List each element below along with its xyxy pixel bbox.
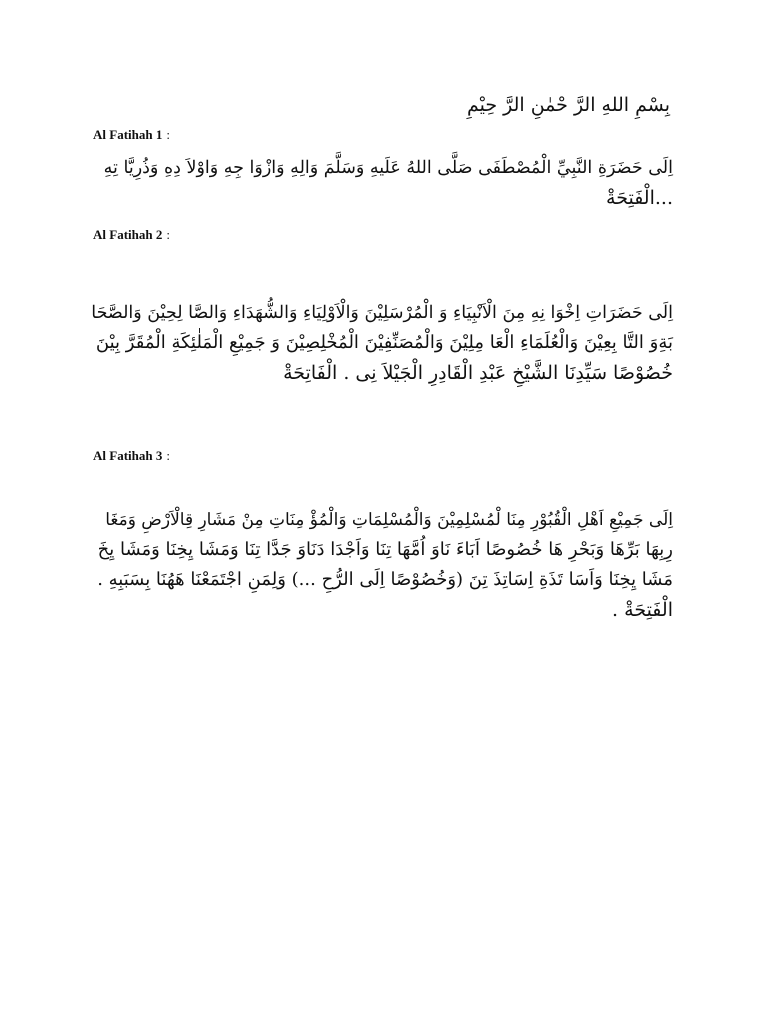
section-title-text: Al Fatihah 3 [93,448,163,463]
fatihah-1-line-2: ...الْفَتِحَةْ [606,187,673,209]
section-title-text: Al Fatihah 2 [93,227,163,242]
fatihah-1-line-1: اِلَى حَضَرَةِ النَّبِيِّ الْمُصْطَفَى صَلَّى اللهُ عَلَيهِ وَسَلَّمَ وَالِهِ وَازْوَا جِهِ وَاوْلاَ دِهِ وَذُرِيَّا تِهِ [103,158,673,178]
section-title-text: Al Fatihah 1 [93,127,163,142]
fatihah-2-line-1: اِلَى حَضَرَاتِ اِخْوَا نِهِ مِنَ الْاَنْبِيَاءِ وَ الْمُرْسَلِيْنَ وَالْاَوْلِيَاءِ وَالشُّهَدَاءِ وَالصَّا لِحِيْنَ وَالصَّحَا [91,303,673,323]
section-title-fatihah-2 [93,227,170,243]
fatihah-2-line-2: بَةِوَ التَّا بِعِيْنَ وَالْعُلَمَاءِ الْعَا مِلِيْنَ وَالْمُصَنِّفِيْنَ الْمُخْلِصِيْنَ وَ جَمِيْعِ الْمَلٰئِكَةِ الْمُقَرَّ بِيْنَ [95,332,673,353]
fatihah-3-line-1: اِلَى جَمِيْعِ اَهْلِ الْقُبُوْرِ مِنَا لْمُسْلِمِيْنَ وَالْمُسْلِمَاتِ وَالْمُؤْ مِنَاتِ مِنْ مَشَارِ قِالْاَرْضِ وَمَغَا [105,510,673,530]
fatihah-3-text [91,505,673,625]
fatihah-2-text [91,298,673,388]
fatihah-3-line-2: رِبِهَا بَرِّهَا وَبَحْرِ هَا خُصُوصًا اَبَاءَ نَاوَ اُمَّهَا تِنَا وَاَجْدَا دَنَاوَ جَدَّا تِنَا وَمَشَا يِخِنَا وَمَشَا يِخَ [97,539,673,560]
section-title-fatihah-1 [93,127,170,143]
basmala-heading: بِسْمِ اللهِ الرَّ حْمٰنِ الرَّ حِيْمِ [466,94,670,116]
fatihah-1-text [93,153,673,213]
section-title-colon: : [166,448,170,463]
fatihah-3-line-4: الْفَتِحَةْ . [612,599,673,621]
fatihah-2-line-3: خُصُوْصًا سَيِّدِنَا الشَّيْخِ عَبْدِ الْقَادِرِ الْجَيْلاَ نِى . الْفَاتِحَةْ [283,362,673,384]
section-title-fatihah-3 [93,448,170,464]
section-title-colon: : [166,227,170,242]
section-title-colon: : [166,127,170,142]
fatihah-3-line-3: مَشَا يِخِنَا وَاَسَا تَذَةِ اِسَاتِذَ تِنَ (وَخُصُوْصًا اِلَى الرُّحِ ...) وَلِمَنِ اجْتَمَعْنَا هَهُنَا بِسَبَبِهِ . [97,569,673,590]
